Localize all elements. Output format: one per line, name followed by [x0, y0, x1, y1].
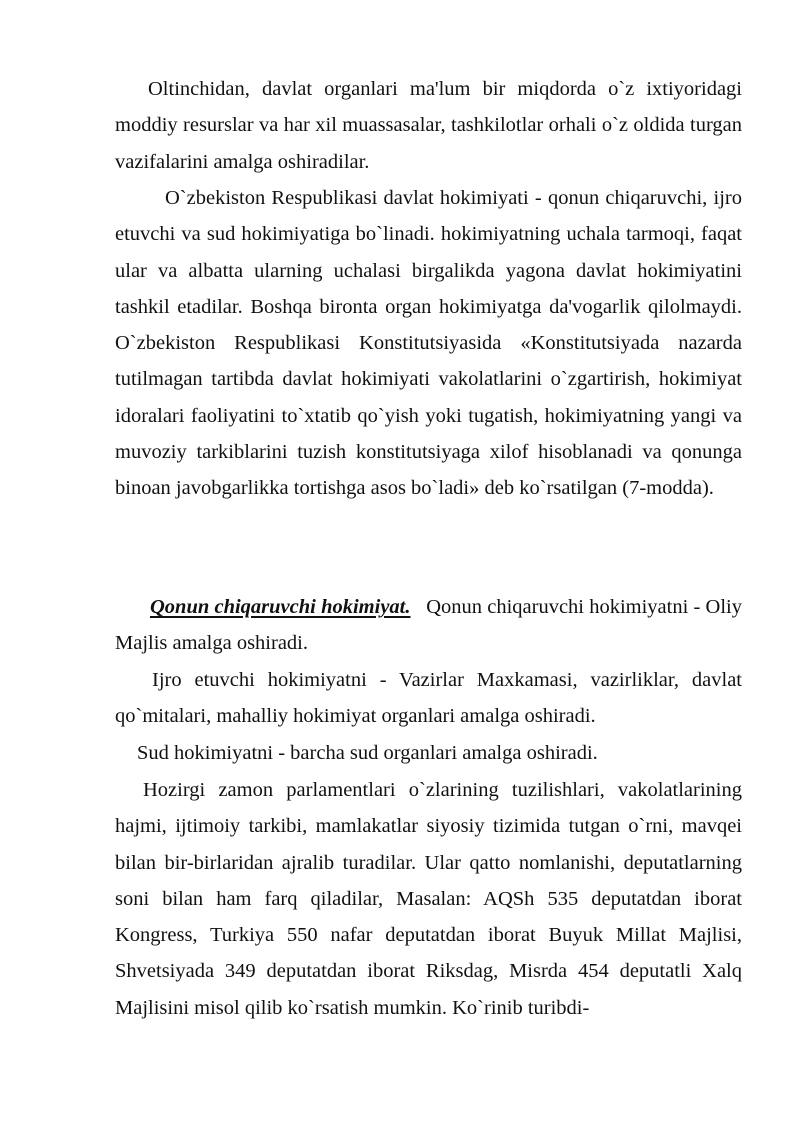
paragraph-judicial-power: Sud hokimiyatni - barcha sud organlari amalga oshiradi.	[137, 742, 598, 764]
legislative-text: Qonun chiqaruvchi hokimiyatni - Oliy Majlis amalga oshiradi.	[115, 596, 743, 655]
paragraph-legislative-power	[115, 589, 742, 662]
paragraph-parliaments: Hozirgi zamon parlamentlari o`zlarining tuzilishlari, vakolatlarining hajmi, ijtimoiy tarkibi, mamlakatlar siyosiy tizimida tutgan o`rni, mavqei bilan bir-birlaridan ajralib turadilar. Ular qatto nomlanishi, deputatlarning soni bilan ham farq qiladilar, Masalan: AQSh 535 deputatdan iborat Kongress, Turkiya 550 nafar deputatdan iborat Buyuk Millat Majlisi, Shvetsiyada 349 deputatdan iborat Riksdag, Misrda 454 deputatli Xalq Majlisini misol qilib ko`rsatish mumkin. Ko`rinib turibdi-	[115, 779, 742, 1019]
section-heading-legislative: Qonun chiqaruvchi hokimiyat.	[150, 596, 411, 618]
paragraph-resources: Oltinchidan, davlat organlari ma'lum bir miqdorda o`z ixtiyoridagi moddiy resurslar va har xil muassasalar, tashkilotlar orhali o`z oldida turgan vazifalarini amalga oshiradilar.	[115, 78, 742, 173]
paragraph-separation-of-powers: O`zbekiston Respublikasi davlat hokimiyati - qonun chiqaruvchi, ijro etuvchi va sud hokimiyatiga bo`linadi. hokimiyatning uchala tarmoqi, faqat ular va albatta ularning uchalasi birgalikda yagona davlat hokimiyatini tashkil etadilar. Boshqa bironta organ hokimiyatga da'vogarlik qilolmaydi. O`zbekiston Respublikasi Konstitutsiyasida «Konstitutsiyada nazarda tutilmagan tartibda davlat hokimiyati vakolatlarini o`zgartirish, hokimiyat idoralari faoliyatini to`xtatib qo`yish yoki tugatish, hokimiyatning yangi va muvoziy tarkiblarini tuzish konstitutsiyaga xilof hisoblanadi va qonunga binoan javobgarlikka tortishga asos bo`ladi» deb ko`rsatilgan (7-modda).	[115, 187, 742, 500]
paragraph-executive-power: Ijro etuvchi hokimiyatni - Vazirlar Maxkamasi, vazirliklar, davlat qo`mitalari, mahalliy hokimiyat organlari amalga oshiradi.	[115, 669, 742, 728]
